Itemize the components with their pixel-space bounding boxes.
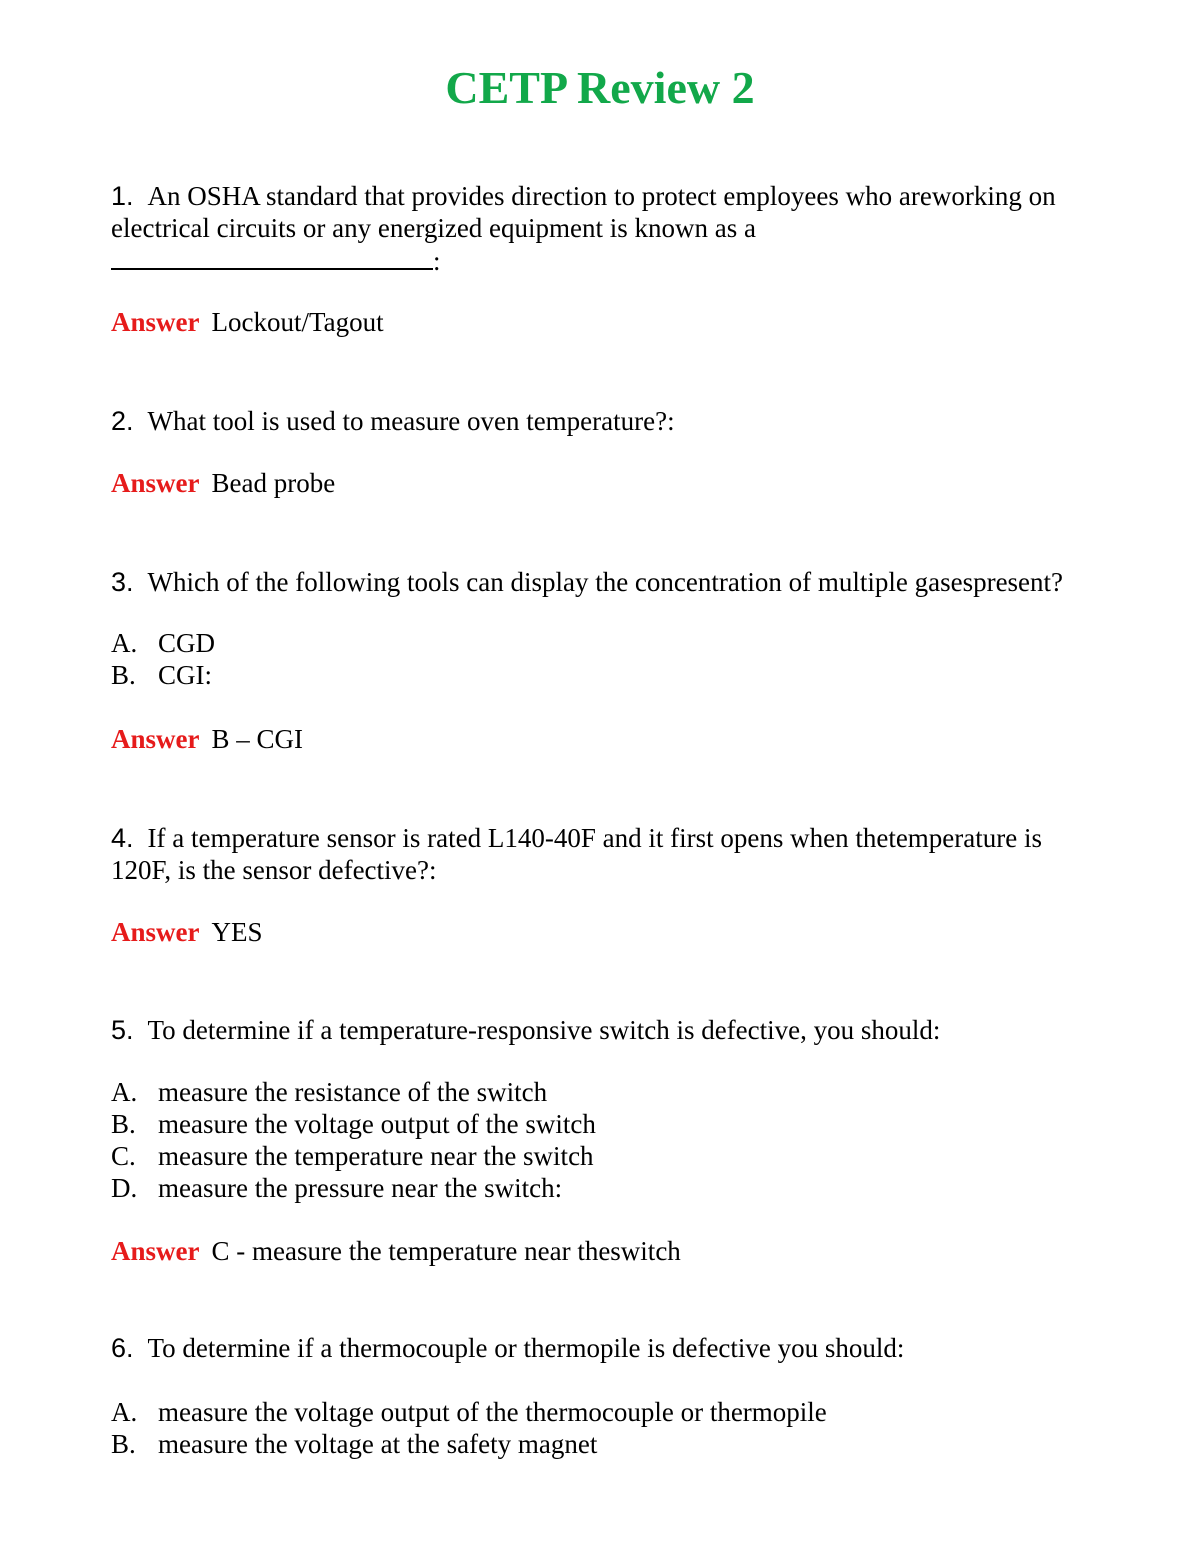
option-text: measure the temperature near the switch bbox=[158, 1141, 594, 1171]
answer-label: Answer bbox=[111, 1236, 200, 1266]
question-1 bbox=[111, 180, 1091, 244]
question-4 bbox=[111, 822, 1091, 886]
question-text: Which of the following tools can display the concentration of multiple gasespresent? bbox=[147, 567, 1064, 597]
answer-row bbox=[111, 306, 384, 338]
option-text: measure the resistance of the switch bbox=[158, 1077, 548, 1107]
option-c bbox=[111, 1140, 596, 1172]
option-text: measure the pressure near the switch: bbox=[158, 1173, 563, 1203]
question-text: If a temperature sensor is rated L140-40F and it first opens when thetemperature is 120F, is the sensor defective?: bbox=[111, 823, 1042, 885]
question-text: An OSHA standard that provides direction to protect employees who areworking on electrical circuits or any energized equipment is known as a bbox=[111, 181, 1056, 243]
option-a bbox=[111, 1396, 827, 1428]
option-letter: B. bbox=[111, 660, 136, 690]
option-letter: A. bbox=[111, 628, 138, 658]
question-number: 5. bbox=[111, 1015, 134, 1045]
question-number: 6. bbox=[111, 1333, 134, 1363]
answer-blank bbox=[111, 245, 1091, 277]
question-number: 3. bbox=[111, 567, 134, 597]
option-b bbox=[111, 1108, 596, 1140]
option-a bbox=[111, 1076, 596, 1108]
question-text: To determine if a temperature-responsive switch is defective, you should: bbox=[147, 1015, 941, 1045]
page-title: CETP Review 2 bbox=[445, 62, 755, 113]
question-text: What tool is used to measure oven temperature?: bbox=[147, 406, 675, 436]
answer-label: Answer bbox=[111, 468, 200, 498]
answer-label: Answer bbox=[111, 917, 200, 947]
blank-line bbox=[111, 250, 433, 270]
option-letter: A. bbox=[111, 1397, 138, 1427]
option-text: CGI: bbox=[158, 660, 212, 690]
option-letter: B. bbox=[111, 1109, 136, 1139]
answer-row bbox=[111, 723, 303, 755]
answer-row bbox=[111, 916, 263, 948]
option-letter: A. bbox=[111, 1077, 138, 1107]
answer-row bbox=[111, 1235, 681, 1267]
option-list bbox=[111, 627, 215, 691]
option-list bbox=[111, 1396, 827, 1460]
question-5 bbox=[111, 1014, 1091, 1046]
answer-text: YES bbox=[211, 917, 263, 947]
blank-suffix: : bbox=[433, 246, 441, 276]
option-a bbox=[111, 627, 215, 659]
option-d bbox=[111, 1172, 596, 1204]
option-text: measure the voltage output of the thermocouple or thermopile bbox=[158, 1397, 827, 1427]
question-3 bbox=[111, 566, 1091, 598]
option-b bbox=[111, 659, 215, 691]
answer-text: B – CGI bbox=[211, 724, 304, 754]
answer-label: Answer bbox=[111, 724, 200, 754]
answer-label: Answer bbox=[111, 307, 200, 337]
question-number: 4. bbox=[111, 823, 134, 853]
question-2 bbox=[111, 405, 1091, 437]
question-6 bbox=[111, 1332, 1091, 1364]
answer-text: Lockout/Tagout bbox=[211, 307, 384, 337]
option-text: CGD bbox=[158, 628, 216, 658]
answer-text: C - measure the temperature near theswitch bbox=[211, 1236, 681, 1266]
option-letter: C. bbox=[111, 1141, 136, 1171]
answer-text: Bead probe bbox=[211, 468, 336, 498]
option-b bbox=[111, 1428, 827, 1460]
question-text: To determine if a thermocouple or thermopile is defective you should: bbox=[147, 1333, 905, 1363]
option-text: measure the voltage at the safety magnet bbox=[158, 1429, 598, 1459]
option-letter: B. bbox=[111, 1429, 136, 1459]
question-number: 1. bbox=[111, 181, 134, 211]
answer-row bbox=[111, 467, 335, 499]
option-list bbox=[111, 1076, 596, 1204]
question-number: 2. bbox=[111, 406, 134, 436]
option-letter: D. bbox=[111, 1173, 138, 1203]
option-text: measure the voltage output of the switch bbox=[158, 1109, 596, 1139]
